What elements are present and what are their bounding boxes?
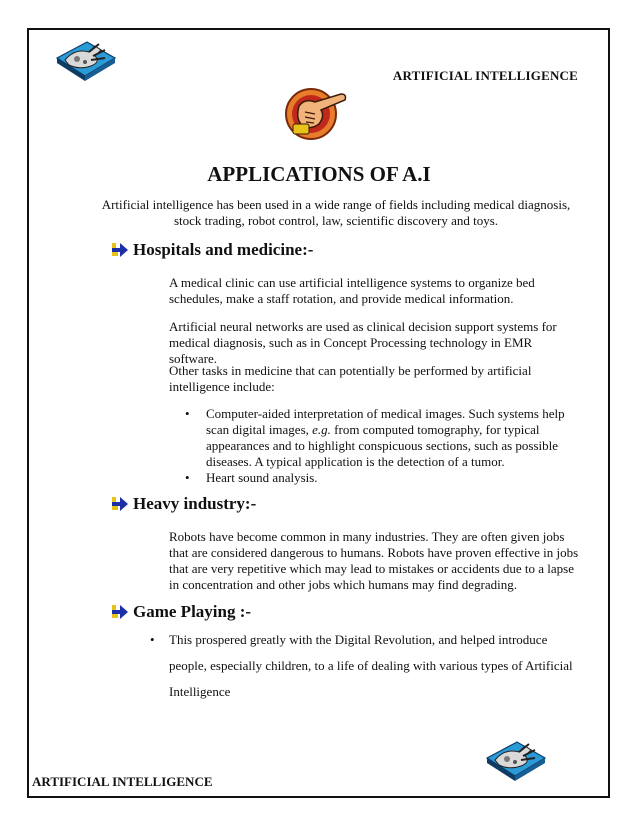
section-heading-label: Heavy industry:- — [133, 494, 257, 513]
arrow-bullet-icon — [110, 241, 130, 259]
section-heading-industry — [110, 494, 256, 514]
bullet-text: Heart sound analysis. — [206, 470, 318, 485]
games-bullet-item: • This prospered greatly with the Digital Revolution, and helped introduce people, especially children, to a life of dealing with various types of Artificial Intelligence — [150, 627, 583, 705]
section-heading-hospitals — [110, 240, 313, 260]
robot-hand-clipart-icon — [485, 738, 547, 782]
hospitals-paragraph-2: Artificial neural networks are used as clinical decision support systems for medical diagnosis, such as in Concept Processing technology in EMR software. — [169, 319, 557, 366]
section-heading-games — [110, 602, 251, 622]
list-item — [169, 406, 583, 470]
document-title: APPLICATIONS OF A.I — [207, 162, 431, 186]
arrow-bullet-icon — [110, 603, 130, 621]
footer-title: ARTIFICIAL INTELLIGENCE — [32, 774, 213, 789]
section-heading-label: Game Playing :- — [133, 602, 252, 621]
pointing-hand-clipart-icon — [285, 84, 349, 142]
hospitals-paragraph-1: A medical clinic can use artificial intelligence systems to organize bed schedules, make a staff rotation, and provide medical information. — [169, 275, 535, 306]
hospitals-paragraph-3: Other tasks in medicine that can potentially be performed by artificial intelligence include: — [169, 363, 532, 394]
robot-hand-clipart-icon — [55, 38, 117, 82]
section-heading-label: Hospitals and medicine:- — [133, 240, 314, 259]
hospitals-bullet-list — [169, 406, 583, 486]
bullet-text-post: from computed tomography, for typical appearances and to highlight conspicuous sections, such as possible diseases. A typical application is the detection of a tumor. — [206, 422, 559, 469]
bullet-text-emphasis: e.g. — [312, 422, 331, 437]
bullet-text-pre: Computer-aided interpretation of medical images. Such systems help scan digital images, — [206, 406, 565, 437]
header-title: ARTIFICIAL INTELLIGENCE — [392, 68, 578, 83]
list-item — [169, 470, 583, 486]
arrow-bullet-icon — [110, 495, 130, 513]
intro-paragraph: Artificial intelligence has been used in a wide range of fields including medical diagnosis, stock trading, robot control, law, scientific discovery and toys. — [101, 197, 571, 228]
industry-paragraph-1: Robots have become common in many industries. They are often given jobs that are considered dangerous to humans. Robots have proven effective in jobs that are very repetitive which may lead to mistakes or accidents due to a lapse in concentration and other jobs which humans may find degrading. — [169, 529, 579, 592]
